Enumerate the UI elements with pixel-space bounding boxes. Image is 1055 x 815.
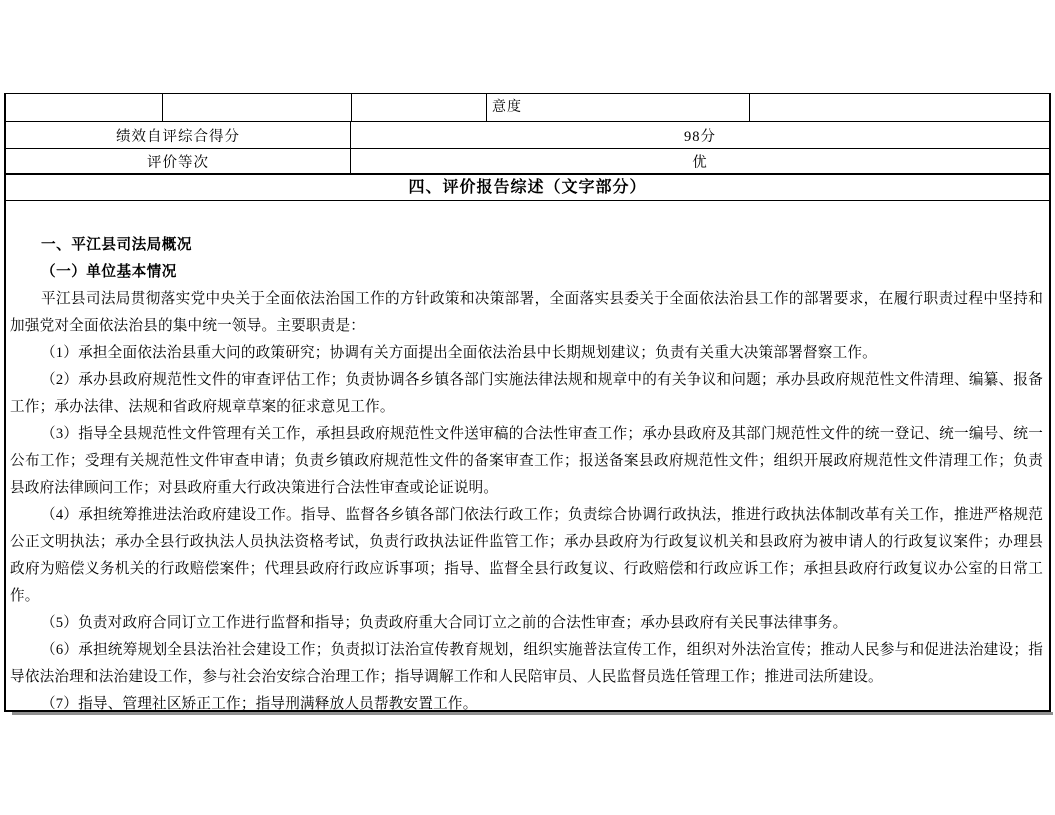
score-value: 98分: [684, 128, 716, 145]
report-paragraph-duty-7: （7）指导、管理社区矫正工作；指导刑满释放人员帮教安置工作。: [41, 696, 478, 712]
score-label: 绩效自评综合得分: [6, 122, 351, 148]
report-paragraph-intro: 平江县司法局贯彻落实党中央关于全面依法治国工作的方针政策和决策部署，全面落实县委关于全面依法治县工作的部署要求，在履行职责过程中坚持和加强党对全面依法治县的集中统一领导。主要职责是：: [10, 291, 1043, 334]
section-title: 四、评价报告综述（文字部分）: [408, 178, 647, 196]
report-paragraph-duty-4: （4）承担统筹推进法治政府建设工作。指导、监督各乡镇各部门依法行政工作；负责综合协调行政执法，推进行政执法体制改革有关工作，推进严格规范公正文明执法；承办全县行政执法人员执法资格考试，负责行政执法证件监管工作；承办县政府为行政复议机关和县政府为被申请人的行政复议案件；办理县政府为赔偿义务机关的行政赔偿案件；代理县政府行政应诉事项；指导、监督全县行政复议、行政赔偿和行政应诉工作；承担县政府行政复议办公室的日常工作。: [10, 507, 1043, 604]
table-row-section-title: [6, 175, 1049, 201]
cell-empty-4: [750, 94, 1049, 121]
grade-label: 评价等次: [6, 149, 351, 173]
report-paragraph-duty-1: （1）承担全面依法治县重大问的政策研究；协调有关方面提出全面依法治县中长期规划建议；负责有关重大决策部署督察工作。: [41, 345, 877, 361]
report-heading-1: 一、平江县司法局概况: [41, 237, 192, 253]
report-body: [6, 201, 1049, 712]
table-row-continued: [6, 94, 1049, 122]
table-row-grade: [6, 149, 1049, 175]
cell-empty-2: [163, 94, 352, 121]
report-paragraph-duty-2: （2）承办县政府规范性文件的审查评估工作；负责协调各乡镇各部门实施法律法规和规章中的有关争议和问题；承办县政府规范性文件清理、编纂、报备工作；承办法律、法规和省政府规章草案的征求意见工作。: [10, 372, 1043, 415]
grade-value: 优: [692, 154, 708, 171]
table-row-score: [6, 122, 1049, 149]
report-paragraph-duty-6: （6）承担统筹规划全县法治社会建设工作；负责拟订法治宣传教育规划，组织实施普法宣传工作，组织对外法治宣传；推动人民参与和促进法治建设；指导依法治理和法治建设工作，参与社会治安综合治理工作；指导调解工作和人民陪审员、人民监督员选任管理工作；推进司法所建设。: [10, 642, 1043, 685]
table-bottom-shadow: [12, 712, 1053, 715]
cell-satisfaction-continued: 意度: [487, 94, 750, 121]
report-paragraph-duty-5: （5）负责对政府合同订立工作进行监督和指导；负责政府重大合同订立之前的合法性审查；承办县政府有关民事法律事务。: [41, 615, 848, 631]
cell-empty-1: [6, 94, 163, 121]
evaluation-table: [4, 93, 1051, 712]
report-heading-2: （一）单位基本情况: [41, 264, 177, 280]
report-paragraph-duty-3: （3）指导全县规范性文件管理有关工作，承担县政府规范性文件送审稿的合法性审查工作；承办县政府及其部门规范性文件的统一登记、统一编号、统一公布工作；受理有关规范性文件审查申请；负责乡镇政府规范性文件的备案审查工作；报送备案县政府规范性文件；组织开展政府规范性文件清理工作；负责县政府法律顾问工作；对县政府重大行政决策进行合法性审查或论证说明。: [10, 426, 1043, 496]
table-row-body: [6, 201, 1049, 712]
cell-empty-3: [352, 94, 487, 121]
